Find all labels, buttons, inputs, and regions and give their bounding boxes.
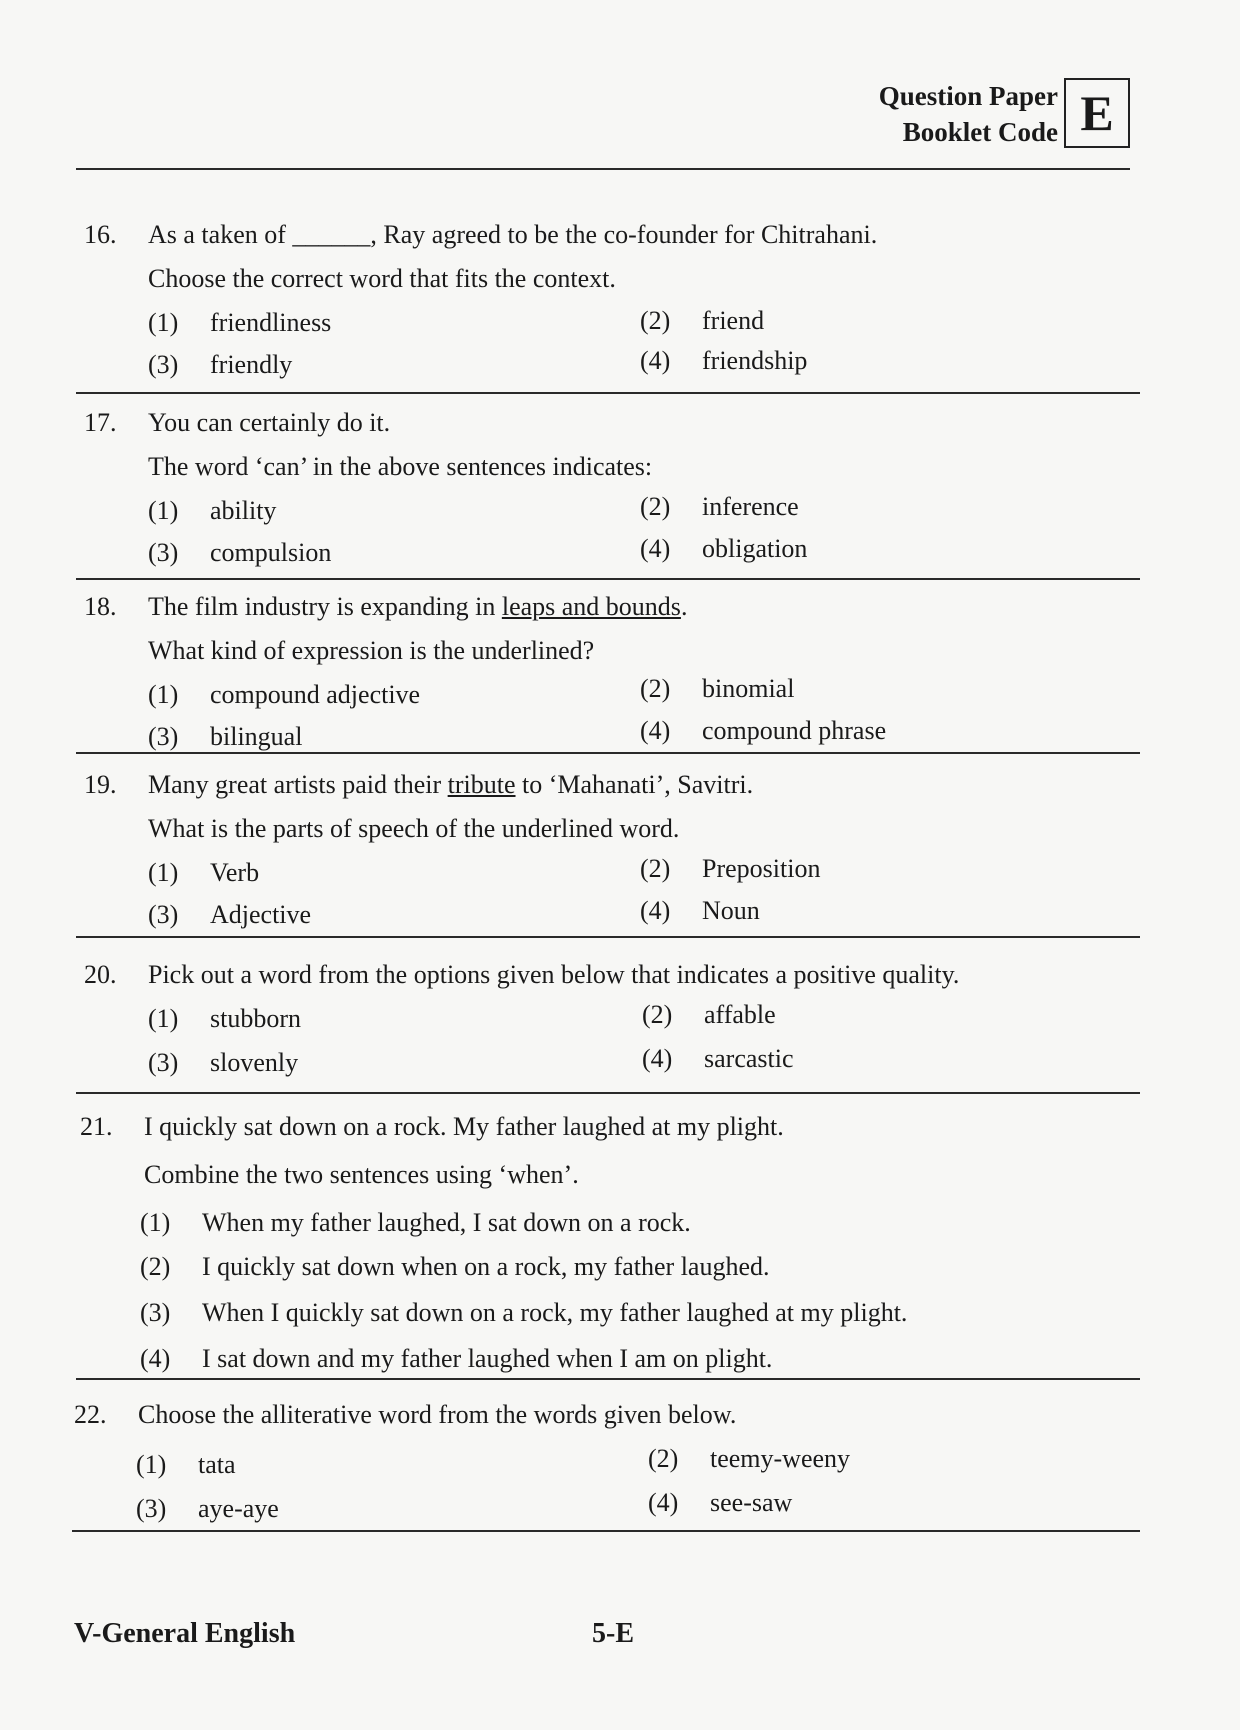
question-number: 19. (84, 770, 117, 799)
option-4[interactable]: (4) friendship (640, 346, 808, 375)
question-divider (76, 1378, 1140, 1380)
question-text: Choose the alliterative word from the words given below. (138, 1400, 737, 1429)
option-4[interactable]: (4) obligation (640, 534, 808, 563)
option-2[interactable]: (2) Preposition (640, 854, 821, 883)
header-divider (76, 168, 1130, 170)
question-number: 20. (84, 960, 117, 989)
question-instruction: Combine the two sentences using ‘when’. (144, 1160, 579, 1189)
question-instruction: Choose the correct word that fits the context. (148, 264, 616, 293)
booklet-code-box: E (1064, 78, 1130, 148)
question-divider (76, 936, 1140, 938)
option-1[interactable]: (1) friendliness (148, 308, 332, 337)
option-1[interactable]: (1) When my father laughed, I sat down on a rock. (140, 1208, 691, 1237)
option-1[interactable]: (1) stubborn (148, 1004, 301, 1033)
question-instruction: The word ‘can’ in the above sentences indicates: (148, 452, 653, 481)
question-number: 21. (80, 1112, 113, 1141)
question-divider (72, 1530, 1140, 1532)
question-number: 16. (84, 220, 117, 249)
option-4[interactable]: (4) see-saw (648, 1488, 793, 1517)
option-1[interactable]: (1) tata (136, 1450, 236, 1479)
footer-page-number: 5-E (592, 1618, 634, 1649)
underlined-word: tribute (447, 770, 516, 799)
option-4[interactable]: (4) compound phrase (640, 716, 887, 745)
option-2[interactable]: (2) binomial (640, 674, 795, 703)
option-2[interactable]: (2) friend (640, 306, 765, 335)
option-2[interactable]: (2) affable (642, 1000, 776, 1029)
question-text: As a taken of ______, Ray agreed to be the co-founder for Chitrahani. (148, 220, 878, 249)
option-3[interactable]: (3) bilingual (148, 722, 303, 751)
question-number: 17. (84, 408, 117, 437)
option-3[interactable]: (3) friendly (148, 350, 293, 379)
question-number: 18. (84, 592, 117, 621)
booklet-code-label-line1: Question Paper (878, 81, 1058, 111)
option-3[interactable]: (3) compulsion (148, 538, 332, 567)
question-divider (76, 578, 1140, 580)
question-instruction: What is the parts of speech of the underlined word. (148, 814, 680, 843)
question-divider (76, 752, 1140, 754)
question-number: 22. (74, 1400, 107, 1429)
option-1[interactable]: (1) Verb (148, 858, 260, 887)
question-divider (76, 392, 1140, 394)
option-4[interactable]: (4) sarcastic (642, 1044, 794, 1073)
footer-subject: V-General English (74, 1618, 296, 1649)
booklet-code-label-line2: Booklet Code (902, 117, 1058, 147)
option-3[interactable]: (3) Adjective (148, 900, 312, 929)
question-text: I quickly sat down on a rock. My father laughed at my plight. (144, 1112, 784, 1141)
option-1[interactable]: (1) compound adjective (148, 680, 421, 709)
option-3[interactable]: (3) aye-aye (136, 1494, 279, 1523)
question-text: The film industry is expanding in leaps and bounds. (148, 592, 688, 621)
question-divider (76, 1092, 1140, 1094)
option-3[interactable]: (3) When I quickly sat down on a rock, my father laughed at my plight. (140, 1298, 908, 1327)
underlined-phrase: leaps and bounds (501, 592, 681, 621)
question-text: Pick out a word from the options given below that indicates a positive quality. (148, 960, 960, 989)
option-3[interactable]: (3) slovenly (148, 1048, 299, 1077)
question-text: You can certainly do it. (148, 408, 391, 437)
booklet-code-label (868, 78, 1058, 150)
option-2[interactable]: (2) inference (640, 492, 799, 521)
option-2[interactable]: (2) I quickly sat down when on a rock, my father laughed. (140, 1252, 770, 1281)
option-2[interactable]: (2) teemy-weeny (648, 1444, 851, 1473)
question-instruction: What kind of expression is the underlined? (148, 636, 595, 665)
option-4[interactable]: (4) Noun (640, 896, 760, 925)
option-1[interactable]: (1) ability (148, 496, 277, 525)
question-text: Many great artists paid their tribute to ‘Mahanati’, Savitri. (148, 770, 754, 799)
option-4[interactable]: (4) I sat down and my father laughed when I am on plight. (140, 1344, 773, 1373)
